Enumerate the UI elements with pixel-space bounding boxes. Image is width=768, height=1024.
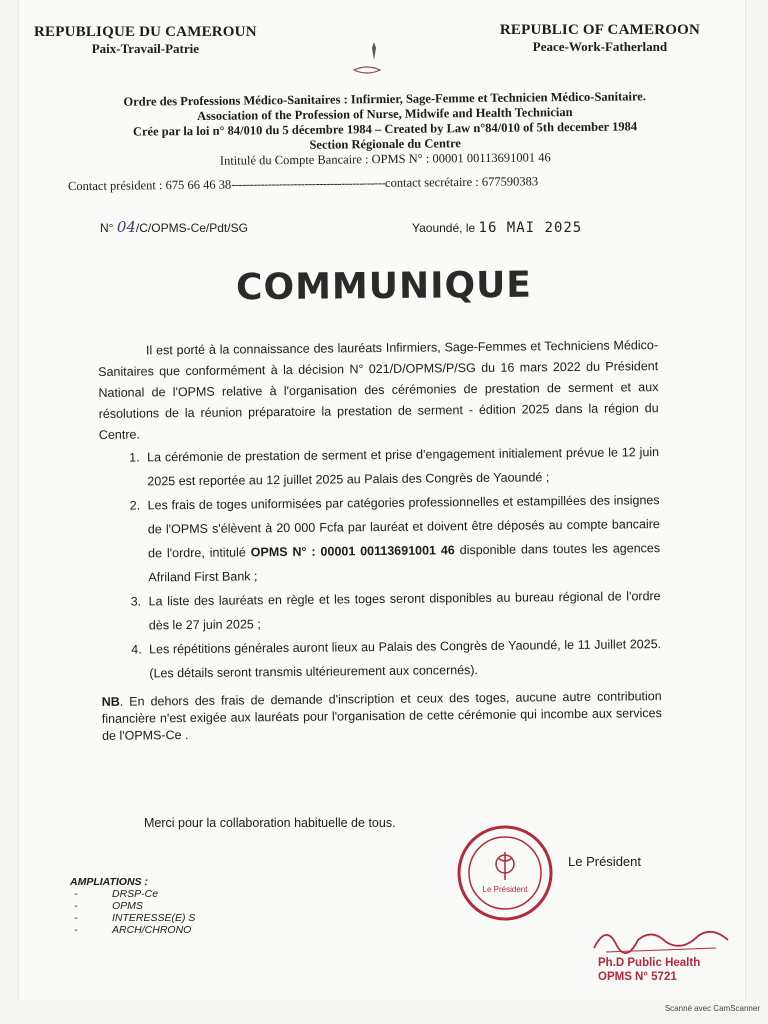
motto-en: Peace-Work-Fatherland (532, 39, 668, 54)
contact-dashes: ------------------------------------------ (231, 175, 386, 192)
reference-number (100, 218, 248, 236)
nb-text: . En dehors des frais de demande d'inscription et ceux des toges, aucune autre contribution financière n'est exigée aux lauréats pour l'organisation de cette cérémonie qui incombe aux services de l'OPMS-Ce . (101, 689, 662, 743)
emblem-mark-icon (352, 64, 382, 79)
motto-fr: Paix-Travail-Patrie (91, 41, 200, 56)
communique-body (98, 335, 662, 745)
coat-of-arms-icon (366, 40, 382, 64)
signatory-title: Ph.D Public Health (598, 957, 701, 969)
signatory-role: Le Président (568, 854, 641, 869)
list-item: 3. La liste des lauréats en règle et les toges seront disponibles au bureau régional de l'ordre dès le 27 juin 2025 ; (145, 584, 661, 637)
list-item: - OPMS (70, 900, 195, 912)
nb-paragraph (102, 688, 663, 745)
ampliations-list (70, 876, 195, 936)
list-item: - DRSP-Ce (70, 888, 195, 900)
country-name-fr: REPUBLIQUE DU CAMEROUN (34, 24, 257, 40)
contact-secretaire: contact secrétaire : 677590383 (384, 174, 539, 190)
order-section: Section Régionale du Centre (309, 136, 461, 152)
date-line (412, 220, 582, 236)
order-name-en: Association of the Profession of Nurse, Midwife and Health Technician (197, 105, 573, 123)
order-law: Crée par la loi n° 84/010 du 5 décembre 1984 – Created by Law n°84/010 of 5th december 1984 (132, 119, 638, 139)
contact-president: Contact président : 675 66 46 38 (67, 177, 232, 194)
signatory-credentials (598, 956, 700, 984)
signature-icon (586, 918, 736, 958)
header-right (500, 22, 700, 55)
date-stamp: 16 MAI 2025 (478, 220, 583, 236)
seal-text: Le Président (482, 885, 528, 894)
header-left (34, 24, 257, 57)
intro-paragraph: Il est porté à la connaissance des lauréats Infirmiers, Sage-Femmes et Techniciens Médico-Sanitaires que conformément à la décision N° 021/D/OPMS/P/SG du 16 mars 2022 du Président National de l'OPMS relative à l'organisation des cérémonies de prestation de serment et aux résolutions de la réunion préparatoire la prestation de serment - édition 2025 dans la région du Centre. (98, 338, 659, 442)
country-name-en: REPUBLIC OF CAMEROON (499, 22, 700, 38)
list-item (143, 488, 660, 589)
reference-suffix: /C/OPMS-Ce/Pdt/SG (135, 221, 248, 235)
list-item-tail: disponible dans toutes les agences Afriland First Bank ; (148, 541, 661, 585)
list-item-text: Les frais de toges uniformisées par catégories professionnelles et estampillées des insignes de l'OPMS s'élèvent à 20 000 Fcfa par lauréat et doivent être déposés au compte bancaire de l'ordre, intitulé (147, 493, 660, 561)
official-seal-icon (456, 824, 554, 922)
reference-prefix: N° (100, 221, 114, 235)
date-place: Yaoundé, le (412, 221, 476, 235)
nb-label: NB (101, 694, 120, 709)
signatory-number: OPMS N° 5721 (598, 971, 677, 983)
closing-line: Merci pour la collaboration habituelle de tous. (144, 816, 396, 830)
order-header (40, 88, 731, 170)
bank-account-bold: OPMS N° : 00001 00113691001 46 (250, 543, 455, 560)
resolution-list (99, 440, 661, 686)
reference-handwritten-number: 04 (116, 218, 136, 236)
bank-account: Intitulé du Compte Bancaire : OPMS N° : 00001 00113691001 46 (219, 150, 551, 168)
ampliations-heading: AMPLIATIONS : (70, 876, 148, 888)
list-item: - ARCH/CHRONO (70, 924, 195, 936)
list-item: 1. La cérémonie de prestation de serment et prise d'engagement initialement prévue le 12 juin 2025 est reportée au 12 juillet 2025 au Palais des Congrès de Yaoundé ; (143, 440, 659, 493)
page-title: COMMUNIQUE (235, 264, 533, 309)
order-name-fr: Ordre des Professions Médico-Sanitaires : Infirmier, Sage-Femme et Technicien Médico-Sanitaire. (123, 89, 646, 109)
list-item: - INTERESSE(E) S (70, 912, 195, 924)
scanner-watermark: Scanné avec CamScanner (664, 1004, 760, 1013)
list-item: 4. Les répétitions générales auront lieux au Palais des Congrès de Yaoundé, le 11 Juillet 2025. (Les détails seront transmis ultérieurement aux concernés). (145, 632, 661, 685)
